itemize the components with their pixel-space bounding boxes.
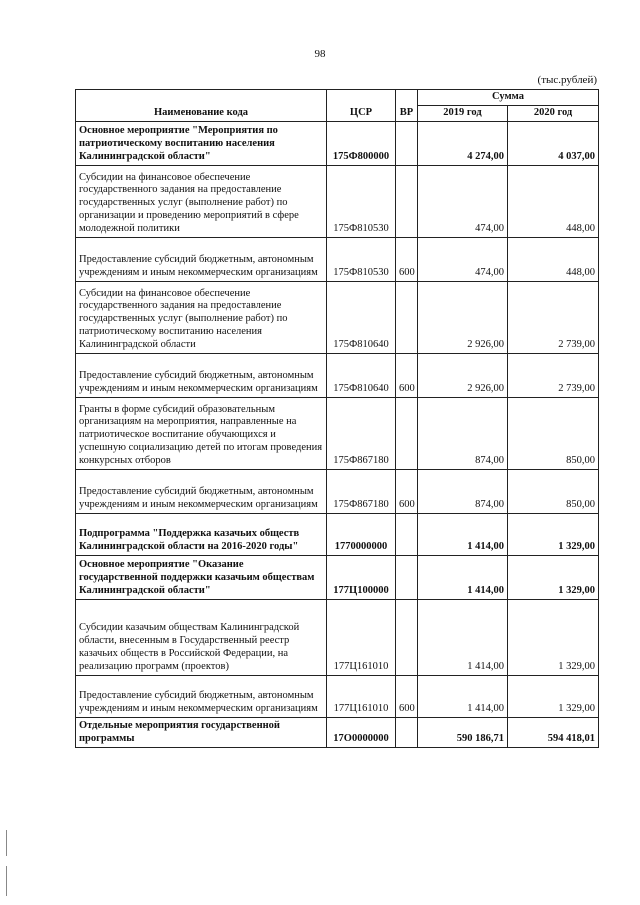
row-name: Отдельные мероприятия государственной программы — [76, 717, 327, 747]
table-row — [76, 717, 599, 747]
row-csr: 17О0000000 — [327, 717, 396, 747]
row-sum-2020: 850,00 — [508, 397, 599, 469]
row-vr: 600 — [396, 353, 418, 397]
row-sum-2020: 448,00 — [508, 165, 599, 237]
units-label: (тыс.рублей) — [537, 74, 597, 86]
row-csr: 177Ц161010 — [327, 675, 396, 717]
header-vr: ВР — [396, 90, 418, 122]
row-vr — [396, 717, 418, 747]
row-sum-2020: 448,00 — [508, 237, 599, 281]
row-vr — [396, 599, 418, 675]
row-name: Субсидии на финансовое обеспечение государственного задания на предоставление государственных услуг (выполнение работ) по организации и проведению мероприятий в сфере молодежной политики — [76, 165, 327, 237]
row-name: Субсидии казачьим обществам Калининградской области, внесенным в Государственный реестр казачьих обществ в Российской Федерации, на реализацию программ (проектов) — [76, 599, 327, 675]
row-sum-2020: 1 329,00 — [508, 555, 599, 599]
row-sum-2019: 1 414,00 — [418, 675, 508, 717]
row-sum-2019: 1 414,00 — [418, 555, 508, 599]
table-row — [76, 281, 599, 353]
row-vr: 600 — [396, 469, 418, 513]
row-name: Предоставление субсидий бюджетным, автономным учреждениям и иным некоммерческим организациям — [76, 469, 327, 513]
row-csr: 177Ц161010 — [327, 599, 396, 675]
row-csr: 175Ф810530 — [327, 165, 396, 237]
row-sum-2019: 2 926,00 — [418, 281, 508, 353]
row-sum-2019: 874,00 — [418, 469, 508, 513]
row-csr: 175Ф800000 — [327, 121, 396, 165]
row-name: Предоставление субсидий бюджетным, автономным учреждениям и иным некоммерческим организациям — [76, 237, 327, 281]
row-sum-2020: 850,00 — [508, 469, 599, 513]
row-sum-2020: 1 329,00 — [508, 513, 599, 555]
header-csr: ЦСР — [327, 90, 396, 122]
row-name: Основное мероприятие "Оказание государственной поддержки казачьим обществам Калининградской области" — [76, 555, 327, 599]
row-vr — [396, 555, 418, 599]
row-sum-2020: 594 418,01 — [508, 717, 599, 747]
table-row — [76, 555, 599, 599]
row-csr: 175Ф810640 — [327, 281, 396, 353]
table-row — [76, 165, 599, 237]
header-year-2019: 2019 год — [418, 105, 508, 121]
row-csr: 177Ц100000 — [327, 555, 396, 599]
table-row — [76, 469, 599, 513]
margin-mark-lower — [6, 866, 7, 896]
table-row — [76, 675, 599, 717]
row-csr: 175Ф867180 — [327, 469, 396, 513]
row-sum-2019: 2 926,00 — [418, 353, 508, 397]
table-body — [76, 121, 599, 747]
row-sum-2019: 590 186,71 — [418, 717, 508, 747]
row-csr: 175Ф810530 — [327, 237, 396, 281]
row-sum-2019: 1 414,00 — [418, 513, 508, 555]
row-vr: 600 — [396, 237, 418, 281]
table-row — [76, 599, 599, 675]
row-sum-2020: 1 329,00 — [508, 599, 599, 675]
row-name: Субсидии на финансовое обеспечение государственного задания на предоставление государственных услуг (выполнение работ) по патриотическому воспитанию населения Калининградской области — [76, 281, 327, 353]
row-csr: 175Ф810640 — [327, 353, 396, 397]
table-row — [76, 121, 599, 165]
margin-mark-upper — [6, 830, 7, 856]
row-vr: 600 — [396, 675, 418, 717]
table-row — [76, 353, 599, 397]
header-name: Наименование кода — [76, 90, 327, 122]
row-name: Предоставление субсидий бюджетным, автономным учреждениям и иным некоммерческим организациям — [76, 353, 327, 397]
header-sum: Сумма — [418, 90, 599, 106]
row-csr: 1770000000 — [327, 513, 396, 555]
row-sum-2019: 474,00 — [418, 165, 508, 237]
row-name: Основное мероприятие "Мероприятия по патриотическому воспитанию населения Калининградской области" — [76, 121, 327, 165]
table-row — [76, 237, 599, 281]
row-sum-2020: 1 329,00 — [508, 675, 599, 717]
row-sum-2020: 2 739,00 — [508, 281, 599, 353]
row-vr — [396, 165, 418, 237]
budget-table — [75, 89, 599, 748]
row-sum-2019: 4 274,00 — [418, 121, 508, 165]
row-vr — [396, 121, 418, 165]
row-name: Подпрограмма "Поддержка казачьих обществ Калининградской области на 2016-2020 годы" — [76, 513, 327, 555]
page-number: 98 — [314, 48, 326, 60]
row-sum-2019: 474,00 — [418, 237, 508, 281]
header-year-2020: 2020 год — [508, 105, 599, 121]
row-sum-2019: 874,00 — [418, 397, 508, 469]
row-vr — [396, 513, 418, 555]
row-name: Предоставление субсидий бюджетным, автономным учреждениям и иным некоммерческим организациям — [76, 675, 327, 717]
row-sum-2020: 2 739,00 — [508, 353, 599, 397]
row-csr: 175Ф867180 — [327, 397, 396, 469]
header-row-top — [76, 90, 599, 106]
row-vr — [396, 397, 418, 469]
row-sum-2020: 4 037,00 — [508, 121, 599, 165]
row-sum-2019: 1 414,00 — [418, 599, 508, 675]
row-vr — [396, 281, 418, 353]
row-name: Гранты в форме субсидий образовательным организациям на мероприятия, направленные на патриотическое воспитание обучающихся и успешную социализацию детей по итогам проведения конкурсных отборов — [76, 397, 327, 469]
table-row — [76, 513, 599, 555]
table-row — [76, 397, 599, 469]
